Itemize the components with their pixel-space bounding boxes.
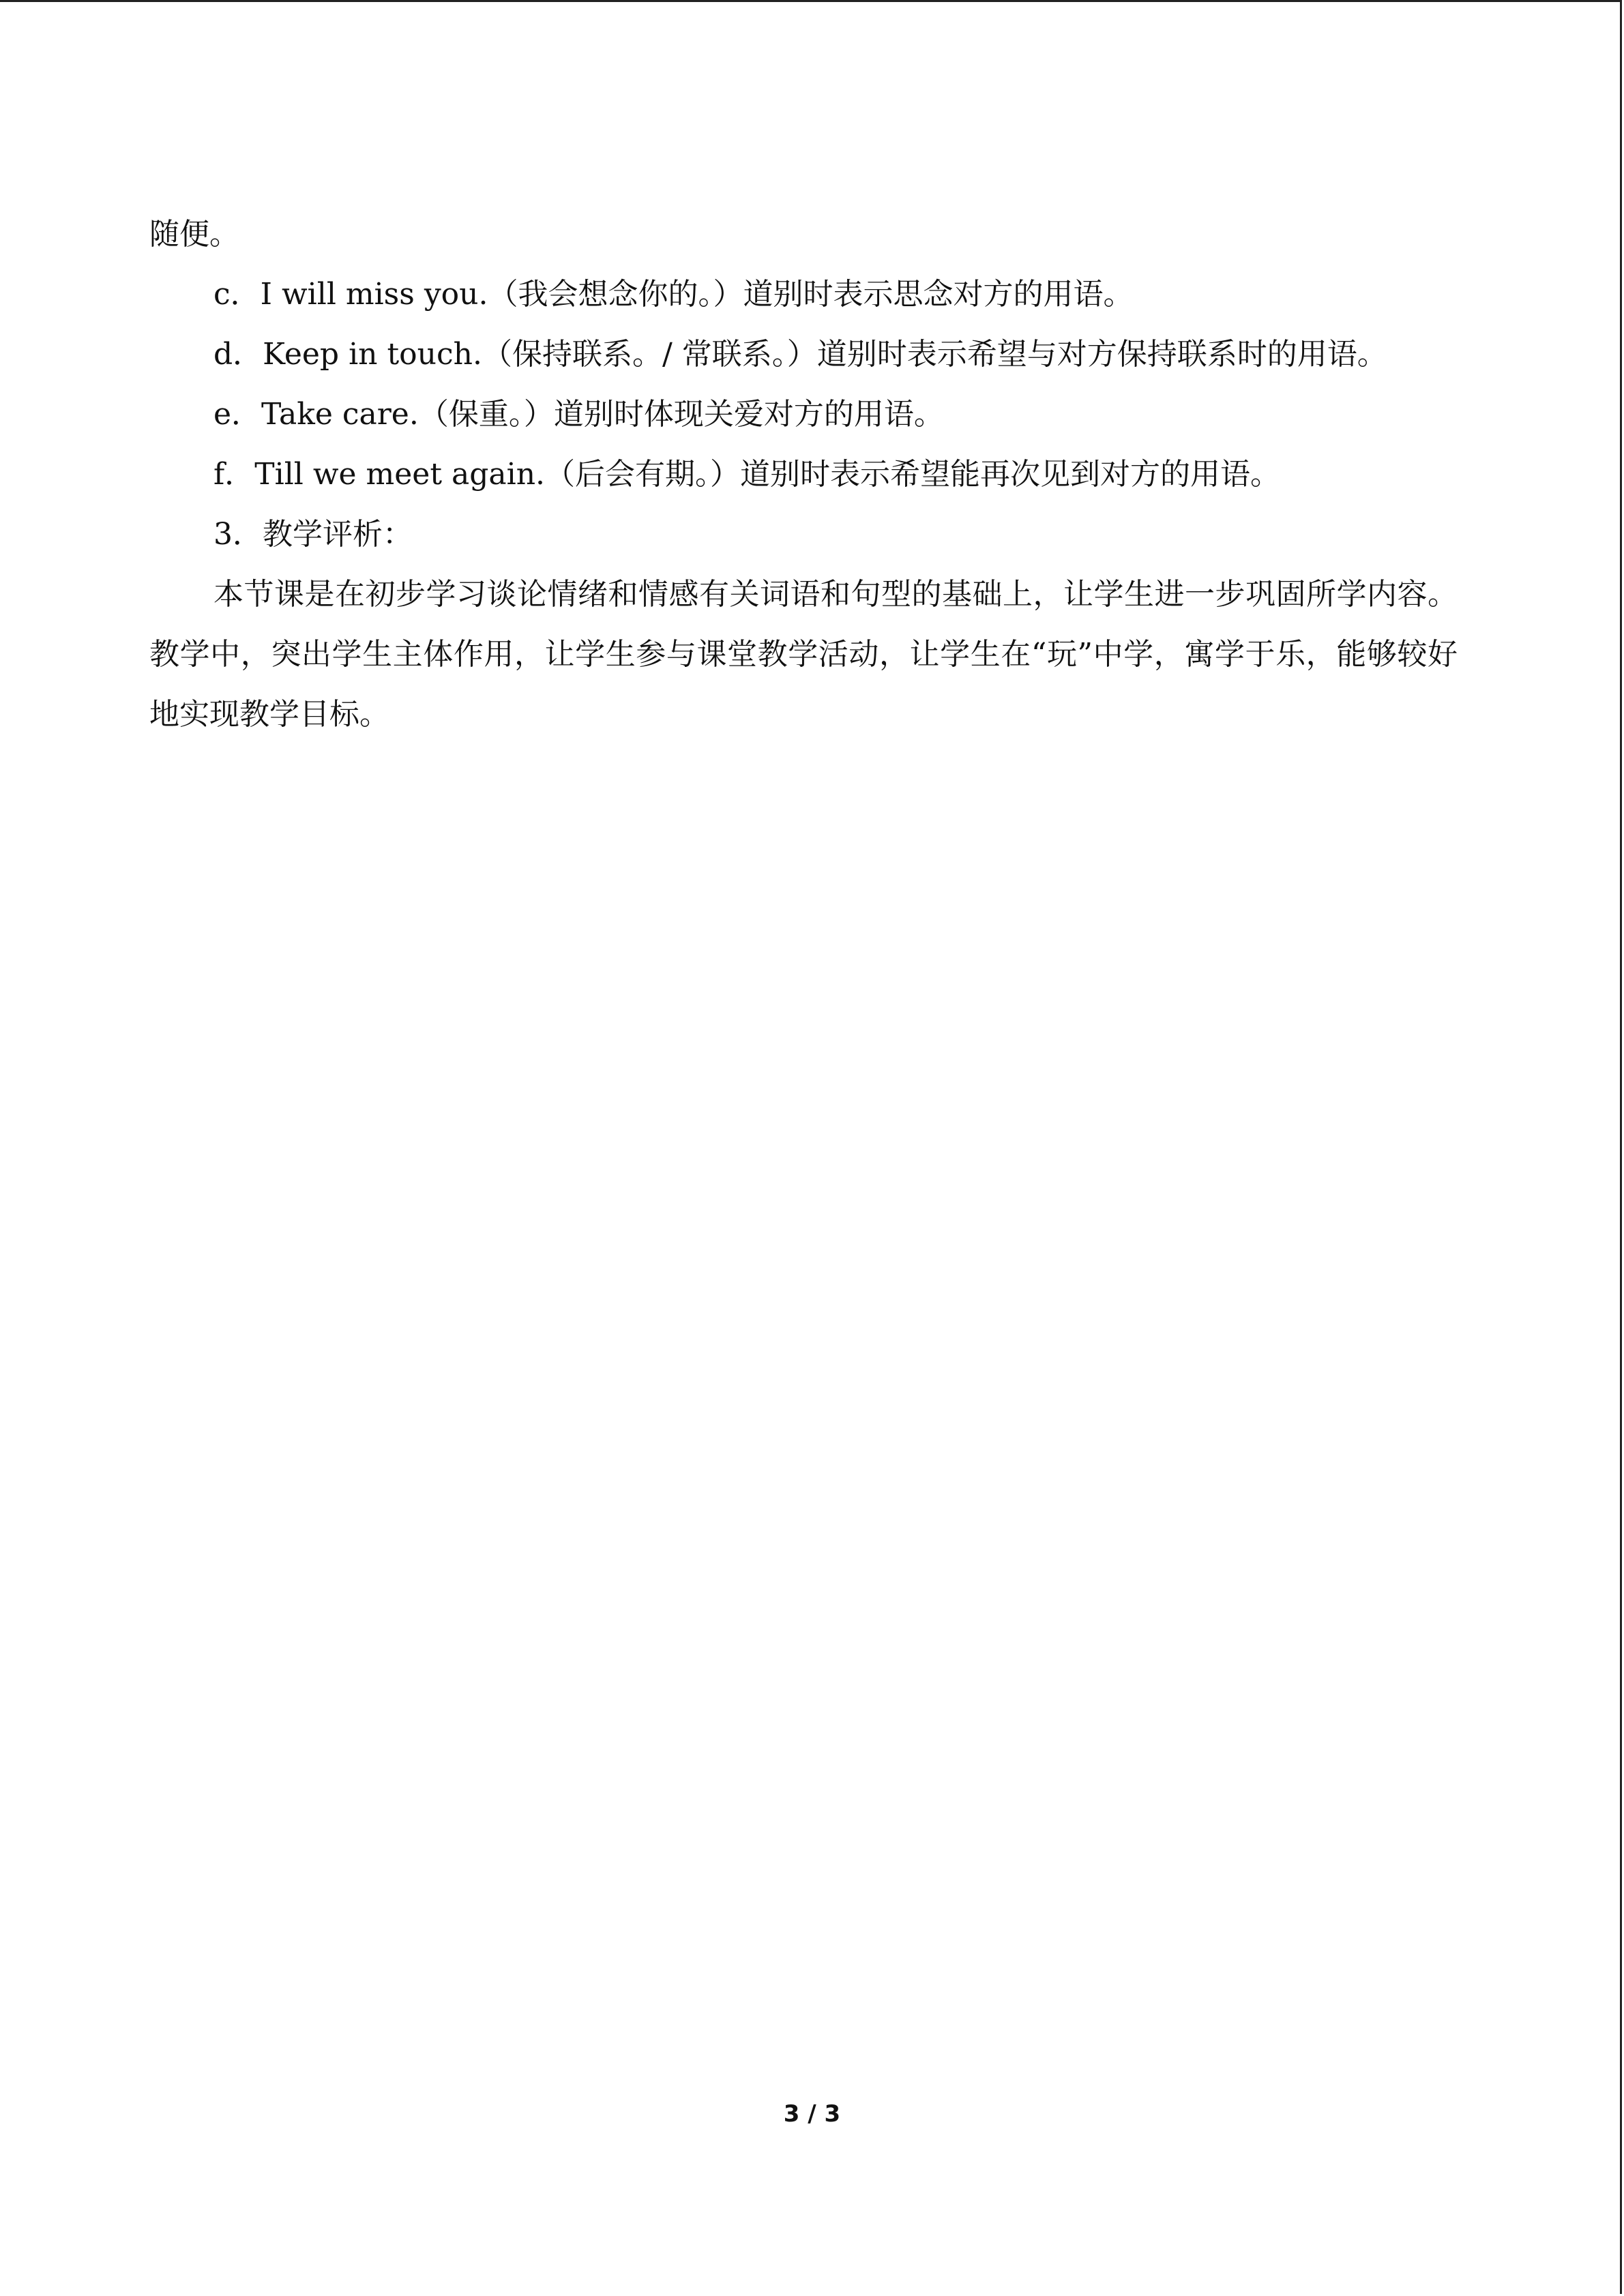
list-item-c: c．I will miss you.（我会想念你的。）道别时表示思念对方的用语。 [213,277,1134,312]
body-paragraph: 本节课是在初步学习谈论情绪和情感有关词语和句型的基础上，让学生进一步巩固所学内容。教学中，突出学生主体作用，让学生参与课堂教学活动，让学生在“玩”中学，寓学于乐，能够较好地实现教学目标。 [149,577,1458,732]
list-item-d: d．Keep in touch.（保持联系。/ 常联系。）道别时表示希望与对方保持联系时的用语。 [213,337,1387,372]
list-item-e: e．Take care.（保重。）道别时体现关爱对方的用语。 [213,397,944,432]
section-heading: 3．教学评析： [213,517,413,552]
list-item-f: f．Till we meet again.（后会有期。）道别时表示希望能再次见到对方的用语。 [213,457,1281,492]
text-line: 随便。 [149,217,239,252]
page-number: 3 / 3 [783,2100,841,2128]
document-body [149,205,1458,745]
